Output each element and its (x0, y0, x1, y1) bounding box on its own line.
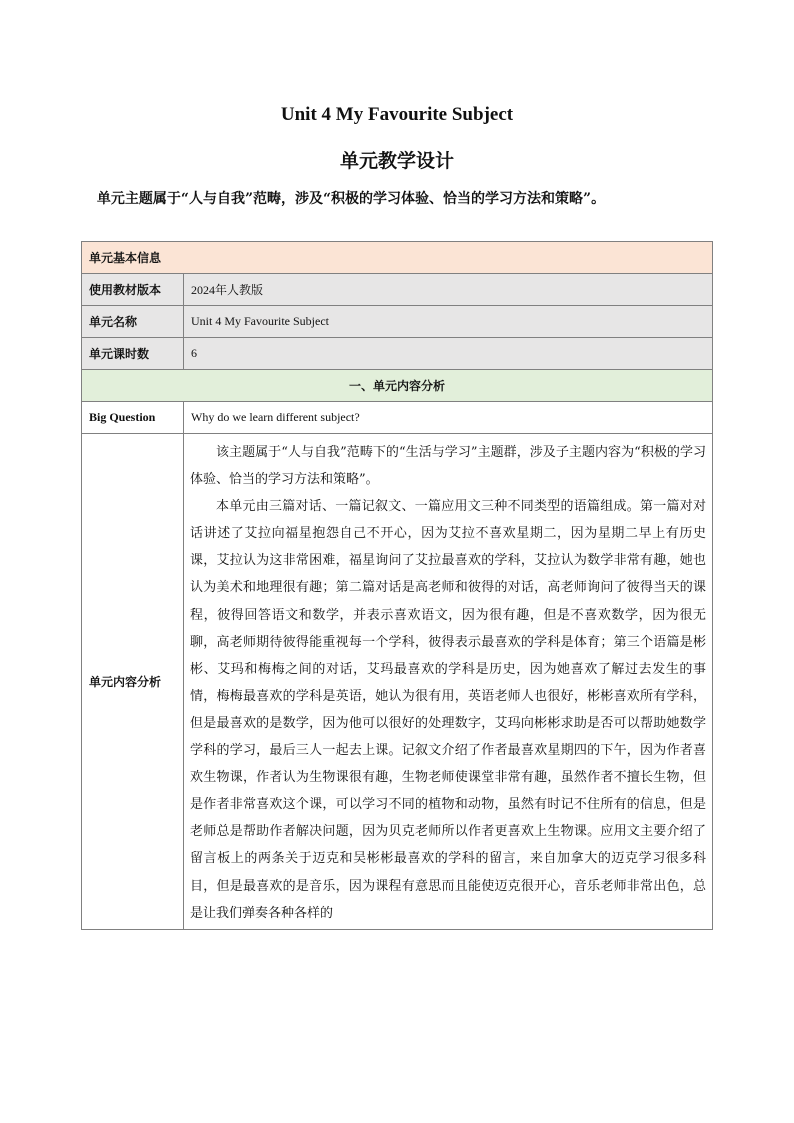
row-value: 6 (184, 338, 713, 370)
info-header-cell: 单元基本信息 (82, 242, 713, 274)
table-row (82, 306, 713, 338)
table-row (82, 338, 713, 370)
document-title-en: Unit 4 My Favourite Subject (280, 104, 514, 125)
document-title-cn: 单元教学设计 (339, 150, 454, 172)
big-question-label: Big Question (82, 402, 184, 434)
big-question-row (82, 402, 713, 434)
table-row (82, 274, 713, 306)
analysis-row (82, 434, 713, 930)
row-label: 单元课时数 (82, 338, 184, 370)
analysis-content (184, 434, 713, 930)
analysis-paragraph: 该主题属于“人与自我”范畴下的“生活与学习”主题群，涉及子主题内容为“积极的学习体验、恰当的学习方法和策略”。 (190, 445, 706, 488)
unit-theme-statement: 单元主题属于“人与自我”范畴，涉及“积极的学习体验、恰当的学习方法和策略”。 (96, 191, 606, 207)
row-label: 单元名称 (82, 306, 184, 338)
section-header-cell: 一、单元内容分析 (82, 370, 713, 402)
analysis-label: 单元内容分析 (82, 434, 184, 930)
big-question-value: Why do we learn different subject? (184, 402, 713, 434)
section-header-row (82, 370, 713, 402)
row-value: 2024年人教版 (184, 274, 713, 306)
row-label: 使用教材版本 (82, 274, 184, 306)
analysis-paragraph: 本单元由三篇对话、一篇记叙文、一篇应用文三种不同类型的语篇组成。第一篇对对话讲述了艾拉向福星抱怨自己不开心，因为艾拉不喜欢星期二，因为星期二早上有历史课，艾拉认为这非常困难，福星询问了艾拉最喜欢的学科，艾拉认为数学非常有趣，她也认为美术和地理很有趣；第二篇对话是高老师和彼得的对话，高老师询问了彼得当天的课程，彼得回答语文和数学，并表示喜欢语文，因为很有趣，但是不喜欢数学，因为很无聊，高老师期待彼得能重视每一个学科，彼得表示最喜欢的学科是体育；第三个语篇是彬彬、艾玛和梅梅之间的对话，艾玛最喜欢的学科是历史，因为她喜欢了解过去发生的事情，梅梅最喜欢的学科是英语，她认为很有用，英语老师人也很好，彬彬喜欢所有学科，但是最喜欢的是数学，因为他可以很好的处理数字，艾玛向彬彬求助是否可以帮助她数学学科的学习，最后三人一起去上课。记叙文介绍了作者最喜欢星期四的下午，因为作者喜欢生物课，作者认为生物课很有趣，生物老师使课堂非常有趣，虽然作者不擅长生物，但是作者非常喜欢这个课，可以学习不同的植物和动物，虽然有时记不住所有的信息，但是老师总是帮助作者解决问题，因为贝克老师所以作者更喜欢上生物课。应用文主要介绍了留言板上的两条关于迈克和吴彬彬最喜欢的学科的留言，来自加拿大的迈克学习很多科目，但是最喜欢的是音乐，因为课程有意思而且能使迈克很开心，音乐老师非常出色，总是让我们弹奏各种各样的 (190, 499, 706, 921)
row-value: Unit 4 My Favourite Subject (184, 306, 713, 338)
unit-design-table (81, 241, 713, 930)
info-header-row (82, 242, 713, 274)
